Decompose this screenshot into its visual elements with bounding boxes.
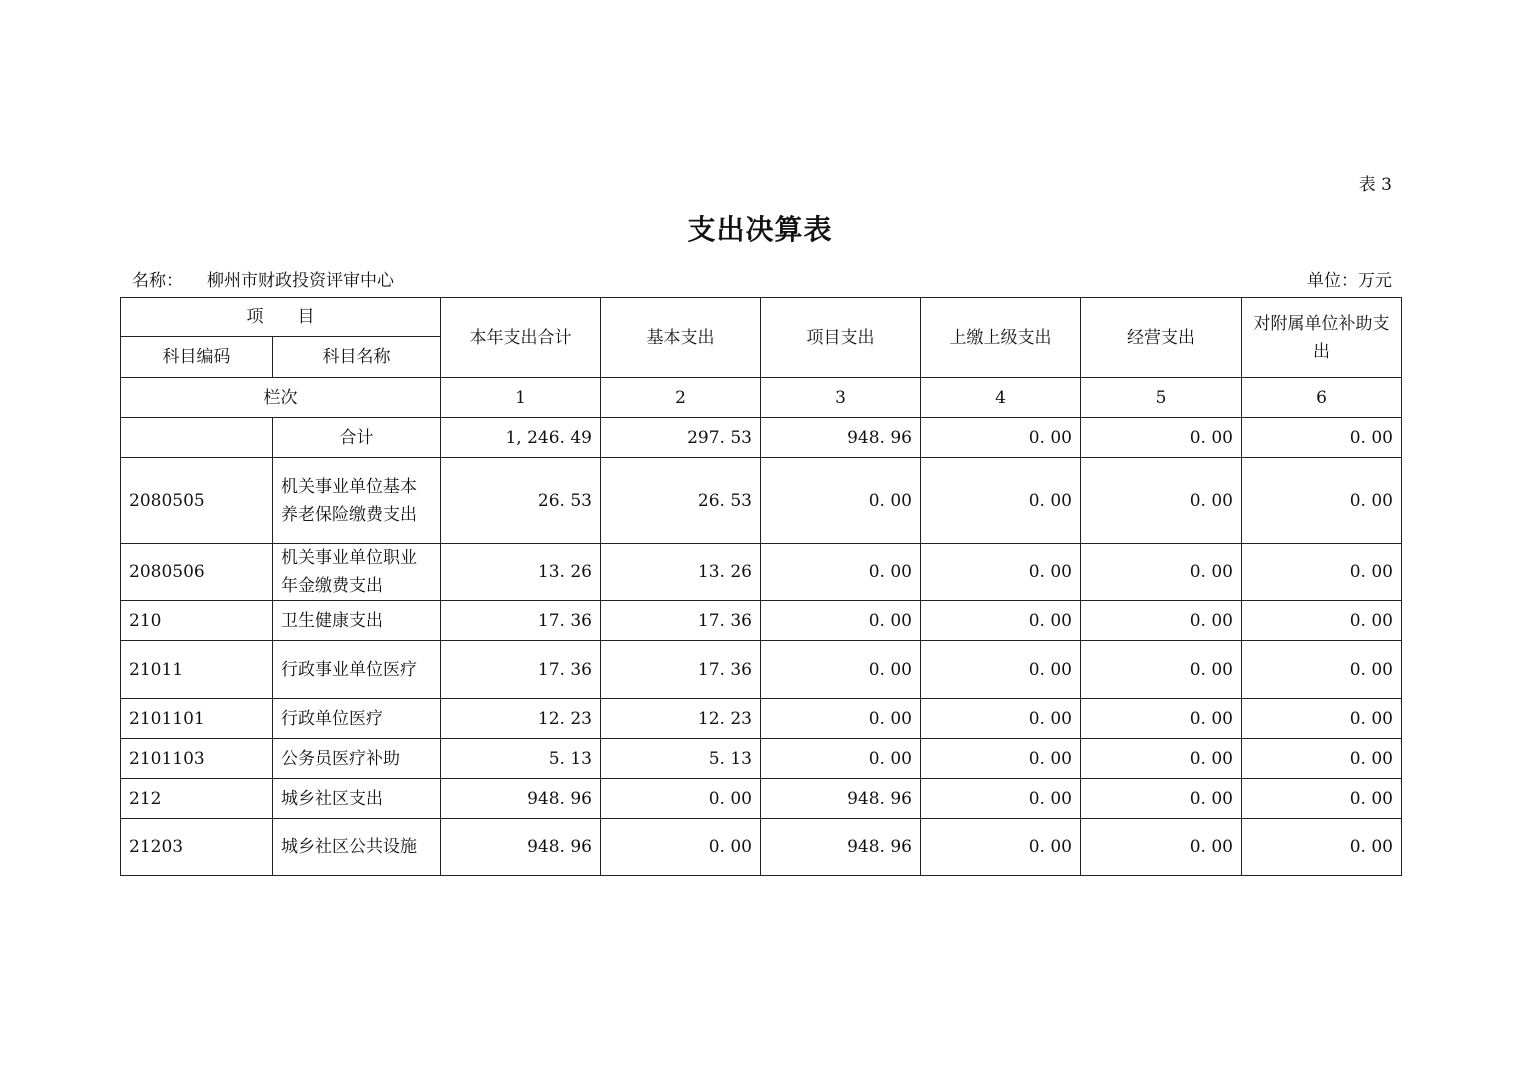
cell-upper: 0. 00	[921, 819, 1081, 876]
cell-upper: 0. 00	[921, 779, 1081, 819]
table-number: 表 3	[1358, 175, 1392, 195]
cell-project: 0. 00	[761, 601, 921, 641]
row-code: 21203	[121, 819, 273, 876]
cell-business: 0. 00	[1081, 739, 1242, 779]
row-code: 2080506	[121, 544, 273, 601]
row-code	[121, 418, 273, 458]
col-num: 4	[921, 378, 1081, 418]
col-num: 1	[441, 378, 601, 418]
table-row	[121, 458, 1402, 544]
cell-project: 0. 00	[761, 544, 921, 601]
table-row	[121, 819, 1402, 876]
table-row	[121, 601, 1402, 641]
cell-total: 26. 53	[441, 458, 601, 544]
header-business: 经营支出	[1081, 298, 1242, 378]
cell-project: 0. 00	[761, 641, 921, 699]
table-row	[121, 641, 1402, 699]
cell-total: 5. 13	[441, 739, 601, 779]
cell-business: 0. 00	[1081, 601, 1242, 641]
cell-basic: 17. 36	[601, 641, 761, 699]
cell-total: 17. 36	[441, 601, 601, 641]
cell-upper: 0. 00	[921, 418, 1081, 458]
cell-basic: 0. 00	[601, 819, 761, 876]
row-name: 合计	[273, 418, 441, 458]
row-code: 2080505	[121, 458, 273, 544]
cell-project: 948. 96	[761, 418, 921, 458]
cell-subsidy: 0. 00	[1242, 458, 1402, 544]
cell-business: 0. 00	[1081, 544, 1242, 601]
cell-business: 0. 00	[1081, 819, 1242, 876]
table-row	[121, 418, 1402, 458]
cell-basic: 13. 26	[601, 544, 761, 601]
row-name: 城乡社区公共设施	[273, 819, 441, 876]
cell-subsidy: 0. 00	[1242, 819, 1402, 876]
row-name: 机关事业单位基本养老保险缴费支出	[273, 458, 441, 544]
row-name: 行政单位医疗	[273, 699, 441, 739]
header-item: 项 目	[121, 298, 441, 337]
table-row	[121, 699, 1402, 739]
cell-upper: 0. 00	[921, 739, 1081, 779]
org-name: 柳州市财政投资评审中心	[207, 271, 394, 291]
header-code: 科目编码	[121, 337, 273, 378]
header-row-label: 栏次	[121, 378, 441, 418]
cell-project: 0. 00	[761, 739, 921, 779]
cell-basic: 0. 00	[601, 779, 761, 819]
cell-project: 948. 96	[761, 819, 921, 876]
org-info	[132, 266, 394, 291]
cell-subsidy: 0. 00	[1242, 739, 1402, 779]
cell-total: 17. 36	[441, 641, 601, 699]
cell-total: 948. 96	[441, 779, 601, 819]
row-name: 卫生健康支出	[273, 601, 441, 641]
table-row	[121, 739, 1402, 779]
row-name: 行政事业单位医疗	[273, 641, 441, 699]
col-num: 2	[601, 378, 761, 418]
cell-subsidy: 0. 00	[1242, 699, 1402, 739]
cell-total: 948. 96	[441, 819, 601, 876]
header-upper: 上缴上级支出	[921, 298, 1081, 378]
cell-project: 0. 00	[761, 699, 921, 739]
header-subsidy: 对附属单位补助支出	[1242, 298, 1402, 378]
header-basic: 基本支出	[601, 298, 761, 378]
cell-upper: 0. 00	[921, 544, 1081, 601]
cell-subsidy: 0. 00	[1242, 601, 1402, 641]
col-num: 3	[761, 378, 921, 418]
page-title: 支出决算表	[687, 213, 833, 246]
cell-business: 0. 00	[1081, 418, 1242, 458]
cell-subsidy: 0. 00	[1242, 418, 1402, 458]
cell-upper: 0. 00	[921, 458, 1081, 544]
row-code: 210	[121, 601, 273, 641]
cell-total: 13. 26	[441, 544, 601, 601]
col-num: 5	[1081, 378, 1242, 418]
cell-total: 1, 246. 49	[441, 418, 601, 458]
cell-upper: 0. 00	[921, 601, 1081, 641]
cell-business: 0. 00	[1081, 699, 1242, 739]
cell-business: 0. 00	[1081, 641, 1242, 699]
cell-project: 0. 00	[761, 458, 921, 544]
expenditure-table	[120, 297, 1402, 876]
cell-project: 948. 96	[761, 779, 921, 819]
cell-upper: 0. 00	[921, 641, 1081, 699]
cell-business: 0. 00	[1081, 779, 1242, 819]
cell-total: 12. 23	[441, 699, 601, 739]
cell-subsidy: 0. 00	[1242, 779, 1402, 819]
unit-label: 单位：万元	[1307, 271, 1392, 291]
cell-basic: 5. 13	[601, 739, 761, 779]
row-name: 城乡社区支出	[273, 779, 441, 819]
row-code: 21011	[121, 641, 273, 699]
header-name: 科目名称	[273, 337, 441, 378]
row-code: 2101101	[121, 699, 273, 739]
cell-basic: 12. 23	[601, 699, 761, 739]
header-project: 项目支出	[761, 298, 921, 378]
row-code: 2101103	[121, 739, 273, 779]
row-name: 机关事业单位职业年金缴费支出	[273, 544, 441, 601]
table-row	[121, 779, 1402, 819]
cell-basic: 297. 53	[601, 418, 761, 458]
row-name: 公务员医疗补助	[273, 739, 441, 779]
cell-basic: 26. 53	[601, 458, 761, 544]
cell-business: 0. 00	[1081, 458, 1242, 544]
col-num: 6	[1242, 378, 1402, 418]
header-total: 本年支出合计	[441, 298, 601, 378]
table-row	[121, 544, 1402, 601]
row-code: 212	[121, 779, 273, 819]
cell-subsidy: 0. 00	[1242, 544, 1402, 601]
cell-upper: 0. 00	[921, 699, 1081, 739]
cell-subsidy: 0. 00	[1242, 641, 1402, 699]
cell-basic: 17. 36	[601, 601, 761, 641]
org-label: 名称：	[132, 271, 183, 291]
